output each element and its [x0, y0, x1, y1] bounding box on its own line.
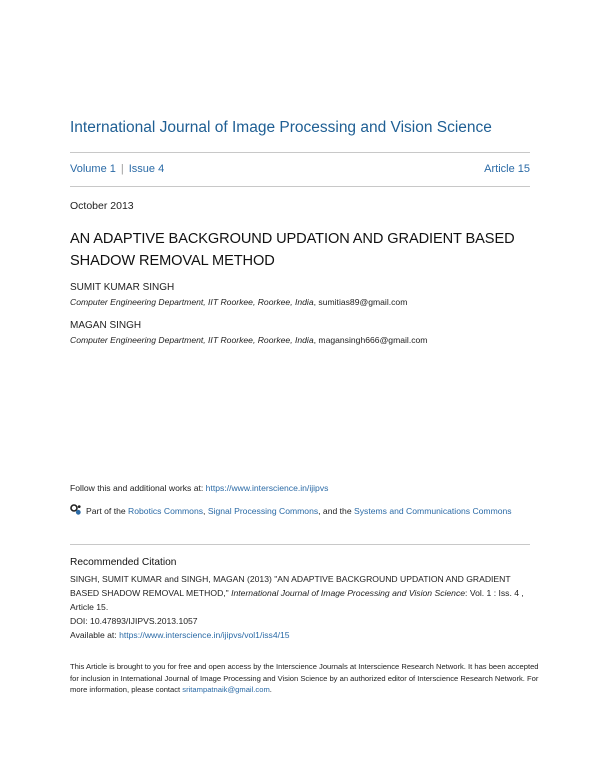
volume-issue-line: Volume 1 | Issue 4 Article 15 — [70, 163, 530, 175]
citation-journal: International Journal of Image Processing and Vision Science — [231, 588, 466, 598]
signal-processing-commons-link[interactable]: Signal Processing Commons — [207, 506, 319, 516]
follow-text: Follow this and additional works at: — [70, 483, 204, 493]
subheader-rule — [70, 186, 530, 187]
publication-date: October 2013 — [70, 200, 134, 212]
author-name: SUMIT KUMAR SINGH — [70, 282, 175, 293]
systems-communications-commons-link[interactable]: Systems and Communications Commons — [354, 506, 512, 516]
citation-block — [70, 572, 540, 642]
author-email: magansingh666@gmail.com — [318, 335, 428, 345]
footer-end: . — [269, 685, 272, 695]
author-affiliation: Computer Engineering Department, IIT Roorkee, Roorkee, India, magansingh666@gmail.com — [70, 335, 428, 345]
author-email: sumitias89@gmail.com — [318, 297, 408, 307]
volume-link[interactable]: Volume 1 — [70, 163, 116, 175]
part-of-sep: , — [203, 506, 206, 516]
available-prefix: Available at: — [70, 630, 117, 640]
part-of-sep: , and the — [318, 506, 352, 516]
part-of-prefix: Part of the — [86, 506, 126, 516]
article-number-link[interactable]: Article 15 — [484, 163, 530, 175]
issue-link[interactable]: Issue 4 — [128, 163, 165, 175]
follow-url-link[interactable]: https://www.interscience.in/ijipvs — [205, 483, 329, 493]
article-title: AN ADAPTIVE BACKGROUND UPDATION AND GRADIENT BASED SHADOW REMOVAL METHOD — [70, 231, 515, 269]
affiliation-text: Computer Engineering Department, IIT Roorkee, Roorkee, India — [70, 297, 314, 307]
follow-line — [70, 483, 328, 493]
part-of-line — [70, 503, 540, 519]
citation-text: SINGH, SUMIT KUMAR and SINGH, MAGAN (2013) "AN ADAPTIVE BACKGROUND UPDATION AND GRADIENT BASED SHADOW REMOVAL METHOD," — [70, 574, 511, 598]
header-rule — [70, 152, 530, 153]
citation-doi: DOI: 10.47893/IJIPVS.2013.1057 — [70, 616, 198, 626]
available-url-link[interactable]: https://www.interscience.in/ijipvs/vol1/iss4/15 — [119, 630, 290, 640]
affiliation-text: Computer Engineering Department, IIT Roorkee, Roorkee, India — [70, 335, 314, 345]
contact-email-link[interactable]: sritampatnaik@gmail.com — [182, 685, 270, 695]
journal-title[interactable]: International Journal of Image Processing and Vision Science — [70, 119, 492, 136]
citation-rule — [70, 544, 530, 545]
recommended-citation-heading: Recommended Citation — [70, 557, 177, 568]
citation-volume: : Vol. 1 : Iss. 4 , Article 15. — [70, 588, 524, 612]
network-commons-icon — [70, 504, 82, 516]
footer-text: This Article is brought to you for free and open access by the Interscience Journals at Interscience Research Network. It has been accepted for inclusion in International Journal of Image Processing and Vision Science by an authorized editor of Interscience Research Network. For more information, please contact — [70, 662, 539, 695]
robotics-commons-link[interactable]: Robotics Commons — [128, 506, 204, 516]
footer-notice — [70, 661, 540, 696]
author-affiliation: Computer Engineering Department, IIT Roorkee, Roorkee, India, sumitias89@gmail.com — [70, 297, 408, 307]
author-name: MAGAN SINGH — [70, 320, 142, 331]
